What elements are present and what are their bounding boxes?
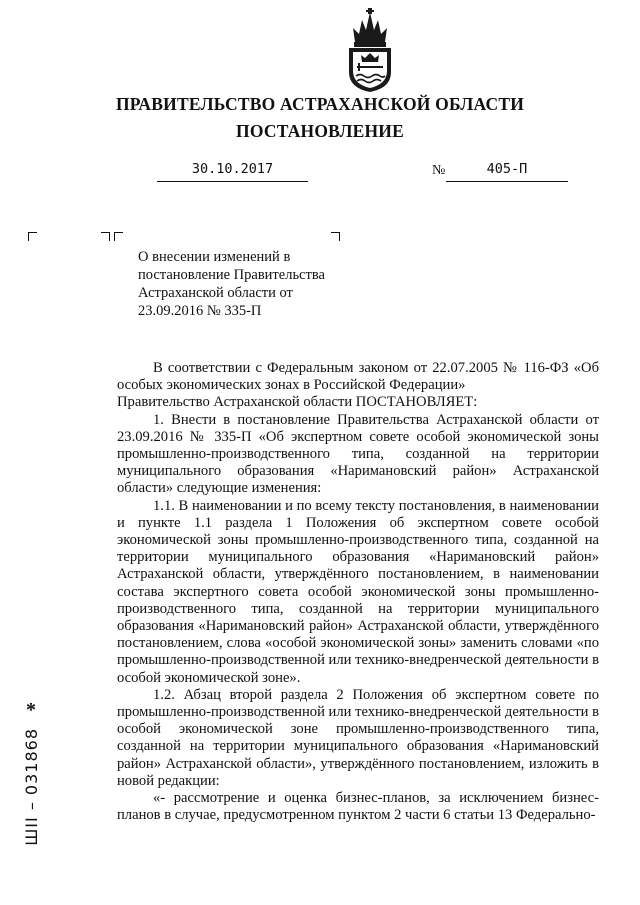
body-paragraph: 1.2. Абзац второй раздела 2 Положения об экспертном совете по промышленно-производственной или технико-внедренческой деятельности в особой экономической зоне промышленно-производственного типа, созданной на территории муниципального образования «Наримановский район» Астраханской области», утверждённого постановлением, изложить в новой редакции: bbox=[117, 686, 599, 789]
organization-title: ПРАВИТЕЛЬСТВО АСТРАХАНСКОЙ ОБЛАСТИ bbox=[115, 94, 525, 114]
document-body bbox=[117, 360, 599, 824]
serial-side-mark bbox=[20, 700, 42, 850]
body-paragraph: 1. Внести в постановление Правительства Астраханской области от 23.09.2016 № 335-П «Об экспертном совете особой экономической зоны промышленно-производственного типа, созданной на территории муниципального образования «Наримановский район» Астраханской области» следующие изменения: bbox=[117, 411, 599, 497]
document-number: 405-П bbox=[446, 161, 568, 182]
document-date: 30.10.2017 bbox=[157, 161, 308, 182]
body-paragraph: 1.1. В наименовании и по всему тексту постановления, в наименовании и пункте 1.1 раздела 1 Положения об экспертном совете особой экономической зоны промышленно-производственного типа, созданной на территории муниципального образования «Наримановский район» Астраханской области, утверждённого постановлением, в наименовании состава экспертного совета особой экономической зоны промышленно-производственного типа, созданной на территории муниципального образования «Наримановский район» Астраханской области, утверждённого постановлением, слова «особой экономической зоны» заменить словами «по промышленно-производственной или технико-внедренческой деятельности в особой экономической зоне». bbox=[117, 497, 599, 686]
document-subject: О внесении изменений в постановление Правительства Астраханской области от 23.09.2016 № 335-П bbox=[138, 249, 325, 319]
body-paragraph: «- рассмотрение и оценка бизнес-планов, за исключением бизнес-планов в случае, предусмотренном пунктом 2 части 6 статьи 13 Федерально- bbox=[117, 790, 599, 824]
body-paragraph: В соответствии с Федеральным законом от 22.07.2005 № 116-ФЗ «Об особых экономических зонах в Российской Федерации» bbox=[117, 360, 599, 394]
corner-mark-right-close bbox=[331, 232, 340, 241]
body-paragraph: Правительство Астраханской области ПОСТАНОВЛЯЕТ: bbox=[117, 394, 478, 411]
corner-mark-left-close bbox=[101, 232, 110, 241]
document-type-title: ПОСТАНОВЛЕНИЕ bbox=[236, 121, 404, 141]
number-sign: № bbox=[432, 163, 446, 178]
coat-of-arms-icon bbox=[345, 8, 395, 92]
corner-mark-left-open bbox=[28, 232, 37, 241]
asterisk-mark: * bbox=[26, 699, 36, 721]
serial-number: ШII – 031868 bbox=[21, 728, 41, 846]
corner-mark-right-open bbox=[114, 232, 123, 241]
